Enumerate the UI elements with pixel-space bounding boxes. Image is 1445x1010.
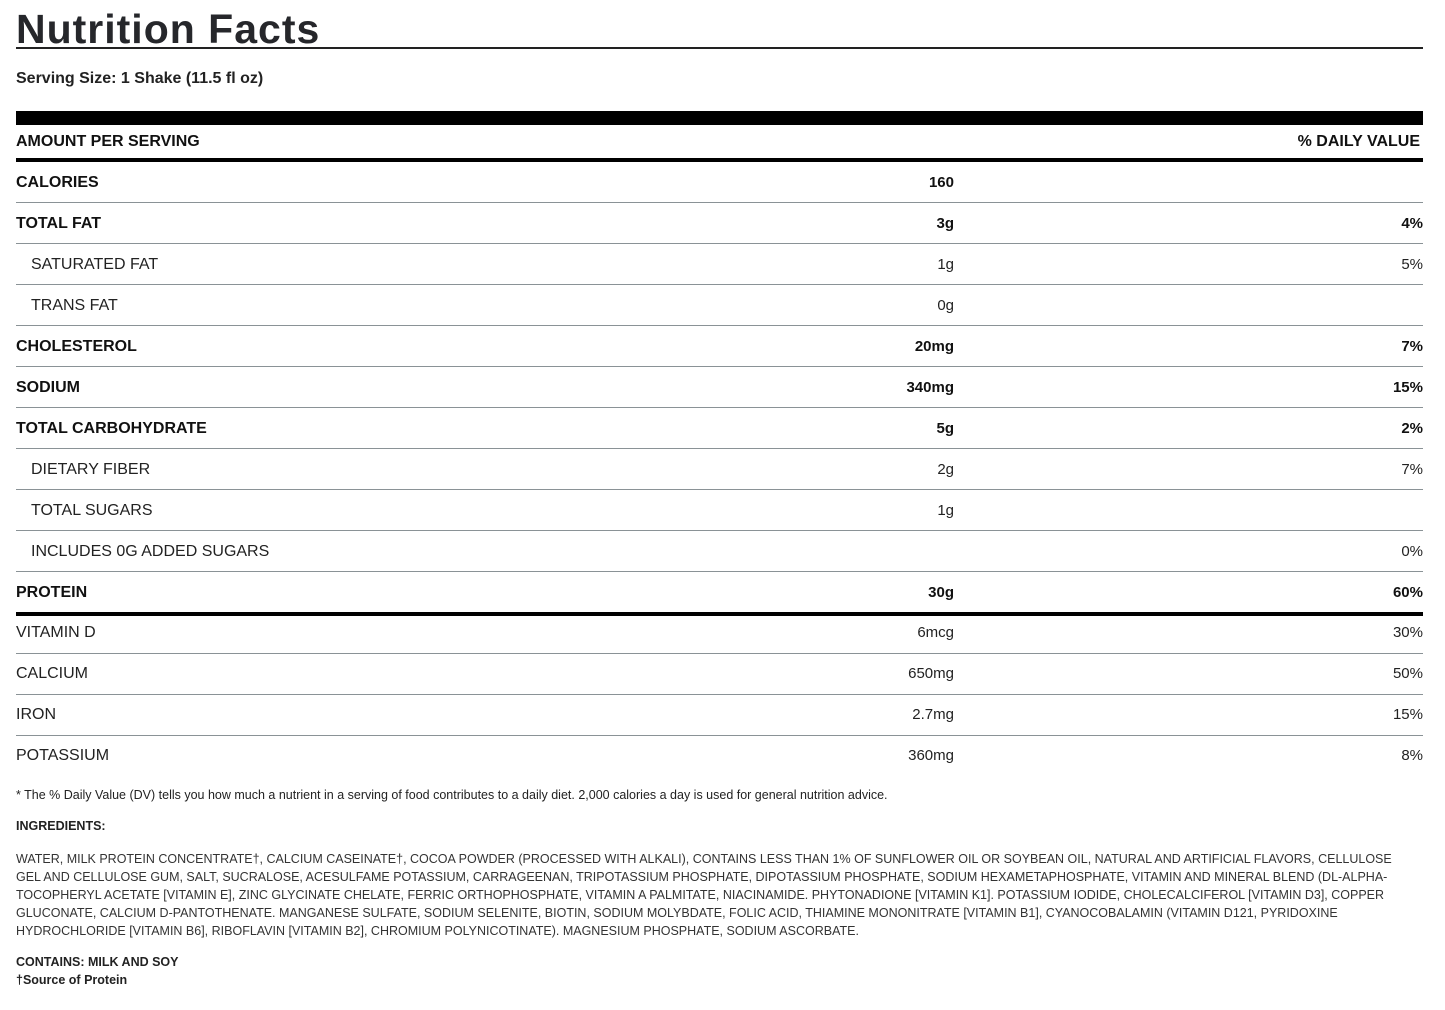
vitamin-name: POTASSIUM <box>16 747 110 764</box>
nutrient-dv: 5% <box>1401 256 1423 273</box>
vitamin-amount: 650mg <box>908 665 954 682</box>
nutrient-dv: 15% <box>1392 379 1423 396</box>
vitamin-name: CALCIUM <box>16 665 89 682</box>
vitamin-row-vitamin-d <box>16 613 1423 654</box>
ingredients-list: WATER, MILK PROTEIN CONCENTRATE†, CALCIUM CASEINATE†, COCOA POWDER (PROCESSED WITH ALKALI), CONTAINS LESS THAN 1% OF SUNFLOWER OIL OR SOYBEAN OIL, NATURAL AND ARTIFICIAL FLAVORS, CELLULOSE GEL AND CELLULOSE GUM, SALT, SUCRALOSE, ACESULFAME POTASSIUM, CARRAGEENAN, TRIPOTASSIUM PHOSPHATE, DIPOTASSIUM PHOSPHATE, SODIUM HEXAMETAPHOSPHATE, VITAMIN AND MINERAL BLEND (DL-ALPHA-TOCOPHERYL ACETATE [VITAMIN E], ZINC GLYCINATE CHELATE, FERRIC ORTHOPHOSPHATE, VITAMIN A PALMITATE, NIACINAMIDE. PHYTONADIONE [VITAMIN K1]. POTASSIUM IODIDE, CHOLECALCIFEROL [VITAMIN D3], COPPER GLUCONATE, CALCIUM D-PANTOTHENATE. MANGANESE SULFATE, SODIUM SELENITE, BIOTIN, SODIUM MOLYBDATE, FOLIC ACID, THIAMINE MONONITRATE [VITAMIN B1], CYANOCOBALAMIN (VITAMIN D121, PYRIDOXINE HYDROCHLORIDE [VITAMIN B6], RIBOFLAVIN [VITAMIN B2], CHROMIUM POLYNICOTINATE). MAGNESIUM PHOSPHATE, SODIUM ASCORBATE. <box>16 852 1392 938</box>
vitamin-name: VITAMIN D <box>16 624 96 641</box>
nutrient-name: DIETARY FIBER <box>31 461 151 478</box>
nutrient-amount: 1g <box>937 256 954 273</box>
nutrient-dv: 7% <box>1401 461 1423 478</box>
ingredients-heading: INGREDIENTS: <box>16 819 106 833</box>
vitamin-amount: 360mg <box>908 747 954 764</box>
nutrient-row-protein <box>16 572 1423 616</box>
nutrient-dv: 7% <box>1401 338 1423 355</box>
nutrient-row-saturated-fat <box>16 244 1423 285</box>
vitamin-amount: 6mcg <box>917 624 954 641</box>
nutrient-row-total-sugars <box>16 490 1423 531</box>
nutrient-name: CALORIES <box>16 174 99 191</box>
vitamin-dv: 8% <box>1401 747 1423 764</box>
nutrient-name: TOTAL FAT <box>16 215 102 232</box>
vitamin-dv: 50% <box>1392 665 1423 682</box>
nutrient-name: CHOLESTEROL <box>16 338 137 355</box>
nutrient-amount: 0g <box>937 297 954 314</box>
nutrient-amount: 1g <box>937 502 954 519</box>
nutrient-row-dietary-fiber <box>16 449 1423 490</box>
nutrient-row-total-carbohydrate <box>16 408 1423 449</box>
nutrient-row-trans-fat <box>16 285 1423 326</box>
nutrient-name: TOTAL SUGARS <box>31 502 153 519</box>
vitamin-name: IRON <box>16 706 56 723</box>
vitamin-row-potassium <box>16 736 1423 776</box>
amount-per-serving-label: AMOUNT PER SERVING <box>16 133 200 150</box>
protein-source-note: †Source of Protein <box>16 973 128 987</box>
vitamin-dv: 15% <box>1392 706 1423 723</box>
nutrient-name: PROTEIN <box>16 584 88 601</box>
nutrient-amount: 5g <box>936 420 954 437</box>
nutrition-label <box>16 0 1423 987</box>
nutrient-name: TOTAL CARBOHYDRATE <box>16 420 207 437</box>
nutrient-dv: 60% <box>1392 584 1423 601</box>
serving-size: Serving Size: 1 Shake (11.5 fl oz) <box>16 70 264 87</box>
nutrient-dv: 2% <box>1401 420 1423 437</box>
nutrient-dv: 4% <box>1401 215 1423 232</box>
nutrient-name: TRANS FAT <box>31 297 118 314</box>
nutrient-amount: 160 <box>928 174 954 191</box>
nutrient-table <box>16 162 1423 616</box>
nutrient-amount: 30g <box>928 584 954 601</box>
nutrient-dv: 0% <box>1401 543 1423 560</box>
nutrient-name: SATURATED FAT <box>31 256 159 273</box>
nutrient-amount: 3g <box>936 215 954 232</box>
vitamin-row-calcium <box>16 654 1423 695</box>
daily-value-footnote: * The % Daily Value (DV) tells you how much a nutrient in a serving of food contributes to a daily diet. 2,000 calories a day is used for general nutrition advice. <box>16 788 888 802</box>
nutrient-amount: 20mg <box>914 338 954 355</box>
page-title: Nutrition Facts <box>16 0 1423 49</box>
nutrient-row-total-fat <box>16 203 1423 244</box>
daily-value-label: % DAILY VALUE <box>1297 133 1420 150</box>
nutrient-name: INCLUDES 0G ADDED SUGARS <box>31 543 270 560</box>
vitamin-table <box>16 613 1423 776</box>
thick-divider <box>16 111 1423 125</box>
nutrient-row-sodium <box>16 367 1423 408</box>
nutrient-amount: 340mg <box>906 379 954 396</box>
nutrient-name: SODIUM <box>16 379 80 396</box>
vitamin-row-iron <box>16 695 1423 736</box>
vitamin-dv: 30% <box>1392 624 1423 641</box>
nutrient-amount: 2g <box>937 461 954 478</box>
nutrient-row-added-sugars <box>16 531 1423 572</box>
table-header <box>16 125 1423 162</box>
nutrient-row-cholesterol <box>16 326 1423 367</box>
allergen-statement: CONTAINS: MILK AND SOY <box>16 955 179 969</box>
vitamin-amount: 2.7mg <box>912 706 954 723</box>
nutrient-row-calories <box>16 162 1423 203</box>
